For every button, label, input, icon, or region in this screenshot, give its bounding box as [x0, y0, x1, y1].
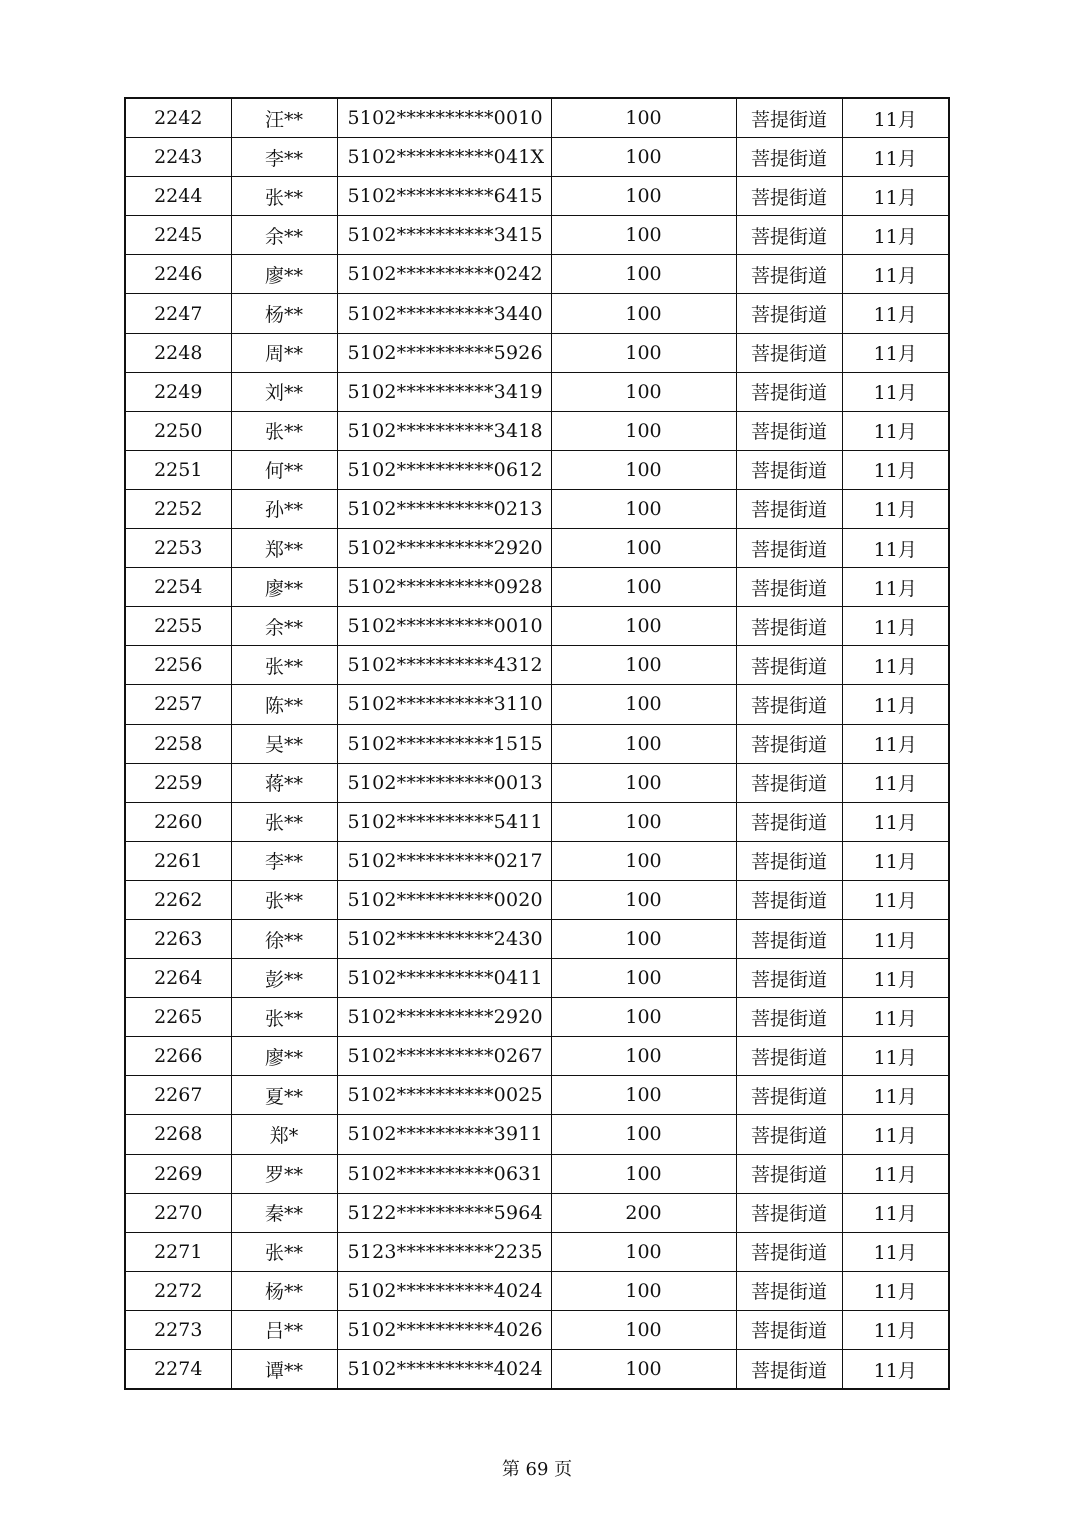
amount-cell: 100	[551, 529, 736, 568]
amount-cell: 100	[551, 607, 736, 646]
name-cell: 陈**	[231, 685, 337, 724]
id-number-cell: 5102**********0217	[337, 841, 551, 880]
id-number-cell: 5102**********3110	[337, 685, 551, 724]
street-cell: 菩提街道	[736, 919, 842, 958]
name-cell: 张**	[231, 880, 337, 919]
table-row	[125, 255, 949, 294]
street-cell: 菩提街道	[736, 177, 842, 216]
street-cell: 菩提街道	[736, 1037, 842, 1076]
month-cell: 11月	[842, 333, 949, 372]
table-row	[125, 685, 949, 724]
name-cell: 郑**	[231, 529, 337, 568]
month-cell: 11月	[842, 646, 949, 685]
street-cell: 菩提街道	[736, 1193, 842, 1232]
name-cell: 余**	[231, 607, 337, 646]
serial-number-cell: 2261	[125, 841, 231, 880]
id-number-cell: 5102**********2920	[337, 529, 551, 568]
amount-cell: 100	[551, 1115, 736, 1154]
street-cell: 菩提街道	[736, 450, 842, 489]
serial-number-cell: 2254	[125, 568, 231, 607]
name-cell: 汪**	[231, 98, 337, 138]
id-number-cell: 5102**********0025	[337, 1076, 551, 1115]
name-cell: 张**	[231, 802, 337, 841]
serial-number-cell: 2252	[125, 489, 231, 528]
amount-cell: 100	[551, 294, 736, 333]
month-cell: 11月	[842, 529, 949, 568]
month-cell: 11月	[842, 919, 949, 958]
name-cell: 吴**	[231, 724, 337, 763]
street-cell: 菩提街道	[736, 489, 842, 528]
table-row	[125, 763, 949, 802]
amount-cell: 100	[551, 802, 736, 841]
table-row	[125, 1076, 949, 1115]
amount-cell: 100	[551, 998, 736, 1037]
name-cell: 刘**	[231, 372, 337, 411]
street-cell: 菩提街道	[736, 255, 842, 294]
table-row	[125, 333, 949, 372]
month-cell: 11月	[842, 1193, 949, 1232]
table-row	[125, 529, 949, 568]
street-cell: 菩提街道	[736, 1115, 842, 1154]
table-row	[125, 802, 949, 841]
amount-cell: 100	[551, 685, 736, 724]
table-row	[125, 98, 949, 138]
record-table-body	[125, 98, 949, 1389]
serial-number-cell: 2251	[125, 450, 231, 489]
name-cell: 孙**	[231, 489, 337, 528]
month-cell: 11月	[842, 1310, 949, 1349]
id-number-cell: 5102**********3418	[337, 411, 551, 450]
id-number-cell: 5102**********4312	[337, 646, 551, 685]
street-cell: 菩提街道	[736, 1350, 842, 1390]
serial-number-cell: 2267	[125, 1076, 231, 1115]
table-row	[125, 1271, 949, 1310]
serial-number-cell: 2259	[125, 763, 231, 802]
amount-cell: 100	[551, 880, 736, 919]
street-cell: 菩提街道	[736, 998, 842, 1037]
name-cell: 蒋**	[231, 763, 337, 802]
name-cell: 李**	[231, 841, 337, 880]
serial-number-cell: 2242	[125, 98, 231, 138]
month-cell: 11月	[842, 880, 949, 919]
serial-number-cell: 2273	[125, 1310, 231, 1349]
street-cell: 菩提街道	[736, 333, 842, 372]
street-cell: 菩提街道	[736, 1232, 842, 1271]
name-cell: 张**	[231, 1232, 337, 1271]
amount-cell: 100	[551, 1154, 736, 1193]
month-cell: 11月	[842, 568, 949, 607]
month-cell: 11月	[842, 1076, 949, 1115]
street-cell: 菩提街道	[736, 1076, 842, 1115]
table-row	[125, 1232, 949, 1271]
id-number-cell: 5102**********041X	[337, 138, 551, 177]
street-cell: 菩提街道	[736, 802, 842, 841]
table-row	[125, 998, 949, 1037]
amount-cell: 100	[551, 646, 736, 685]
name-cell: 廖**	[231, 1037, 337, 1076]
street-cell: 菩提街道	[736, 216, 842, 255]
amount-cell: 100	[551, 1310, 736, 1349]
street-cell: 菩提街道	[736, 685, 842, 724]
amount-cell: 100	[551, 489, 736, 528]
name-cell: 张**	[231, 646, 337, 685]
name-cell: 徐**	[231, 919, 337, 958]
amount-cell: 100	[551, 959, 736, 998]
street-cell: 菩提街道	[736, 294, 842, 333]
month-cell: 11月	[842, 802, 949, 841]
amount-cell: 100	[551, 1076, 736, 1115]
table-row	[125, 1193, 949, 1232]
table-row	[125, 177, 949, 216]
amount-cell: 200	[551, 1193, 736, 1232]
serial-number-cell: 2268	[125, 1115, 231, 1154]
street-cell: 菩提街道	[736, 724, 842, 763]
table-row	[125, 372, 949, 411]
record-table	[124, 97, 950, 1390]
serial-number-cell: 2257	[125, 685, 231, 724]
id-number-cell: 5102**********0010	[337, 98, 551, 138]
month-cell: 11月	[842, 763, 949, 802]
table-row	[125, 1115, 949, 1154]
page-number: 第 69 页	[501, 1459, 573, 1480]
serial-number-cell: 2255	[125, 607, 231, 646]
amount-cell: 100	[551, 216, 736, 255]
serial-number-cell: 2246	[125, 255, 231, 294]
serial-number-cell: 2260	[125, 802, 231, 841]
month-cell: 11月	[842, 255, 949, 294]
table-row	[125, 1310, 949, 1349]
table-row	[125, 1037, 949, 1076]
id-number-cell: 5102**********2920	[337, 998, 551, 1037]
serial-number-cell: 2247	[125, 294, 231, 333]
name-cell: 罗**	[231, 1154, 337, 1193]
serial-number-cell: 2248	[125, 333, 231, 372]
amount-cell: 100	[551, 450, 736, 489]
amount-cell: 100	[551, 841, 736, 880]
name-cell: 杨**	[231, 1271, 337, 1310]
id-number-cell: 5102**********4026	[337, 1310, 551, 1349]
street-cell: 菩提街道	[736, 1271, 842, 1310]
month-cell: 11月	[842, 177, 949, 216]
street-cell: 菩提街道	[736, 646, 842, 685]
street-cell: 菩提街道	[736, 98, 842, 138]
table-row	[125, 880, 949, 919]
table-row	[125, 1154, 949, 1193]
amount-cell: 100	[551, 333, 736, 372]
id-number-cell: 5102**********0267	[337, 1037, 551, 1076]
serial-number-cell: 2250	[125, 411, 231, 450]
street-cell: 菩提街道	[736, 880, 842, 919]
amount-cell: 100	[551, 1350, 736, 1390]
serial-number-cell: 2274	[125, 1350, 231, 1390]
id-number-cell: 5102**********0010	[337, 607, 551, 646]
id-number-cell: 5102**********0213	[337, 489, 551, 528]
table-row	[125, 138, 949, 177]
table-row	[125, 216, 949, 255]
name-cell: 吕**	[231, 1310, 337, 1349]
serial-number-cell: 2266	[125, 1037, 231, 1076]
table-row	[125, 411, 949, 450]
month-cell: 11月	[842, 959, 949, 998]
name-cell: 张**	[231, 177, 337, 216]
month-cell: 11月	[842, 372, 949, 411]
month-cell: 11月	[842, 998, 949, 1037]
serial-number-cell: 2263	[125, 919, 231, 958]
amount-cell: 100	[551, 177, 736, 216]
serial-number-cell: 2271	[125, 1232, 231, 1271]
amount-cell: 100	[551, 568, 736, 607]
table-row	[125, 959, 949, 998]
month-cell: 11月	[842, 411, 949, 450]
amount-cell: 100	[551, 138, 736, 177]
month-cell: 11月	[842, 98, 949, 138]
street-cell: 菩提街道	[736, 138, 842, 177]
month-cell: 11月	[842, 607, 949, 646]
street-cell: 菩提街道	[736, 763, 842, 802]
amount-cell: 100	[551, 372, 736, 411]
month-cell: 11月	[842, 1350, 949, 1390]
serial-number-cell: 2258	[125, 724, 231, 763]
id-number-cell: 5102**********3440	[337, 294, 551, 333]
table-row	[125, 607, 949, 646]
name-cell: 廖**	[231, 568, 337, 607]
id-number-cell: 5102**********0631	[337, 1154, 551, 1193]
name-cell: 谭**	[231, 1350, 337, 1390]
month-cell: 11月	[842, 1232, 949, 1271]
amount-cell: 100	[551, 411, 736, 450]
name-cell: 秦**	[231, 1193, 337, 1232]
id-number-cell: 5102**********3415	[337, 216, 551, 255]
serial-number-cell: 2269	[125, 1154, 231, 1193]
amount-cell: 100	[551, 1232, 736, 1271]
serial-number-cell: 2256	[125, 646, 231, 685]
street-cell: 菩提街道	[736, 1310, 842, 1349]
table-row	[125, 724, 949, 763]
amount-cell: 100	[551, 1037, 736, 1076]
month-cell: 11月	[842, 294, 949, 333]
name-cell: 廖**	[231, 255, 337, 294]
id-number-cell: 5102**********4024	[337, 1350, 551, 1390]
table-row	[125, 841, 949, 880]
street-cell: 菩提街道	[736, 529, 842, 568]
id-number-cell: 5102**********4024	[337, 1271, 551, 1310]
table-row	[125, 294, 949, 333]
serial-number-cell: 2262	[125, 880, 231, 919]
table-row	[125, 489, 949, 528]
month-cell: 11月	[842, 450, 949, 489]
serial-number-cell: 2249	[125, 372, 231, 411]
name-cell: 周**	[231, 333, 337, 372]
id-number-cell: 5123**********2235	[337, 1232, 551, 1271]
month-cell: 11月	[842, 138, 949, 177]
table-row	[125, 646, 949, 685]
amount-cell: 100	[551, 255, 736, 294]
name-cell: 张**	[231, 411, 337, 450]
id-number-cell: 5102**********5411	[337, 802, 551, 841]
table-row	[125, 450, 949, 489]
id-number-cell: 5102**********0013	[337, 763, 551, 802]
amount-cell: 100	[551, 98, 736, 138]
street-cell: 菩提街道	[736, 411, 842, 450]
table-row	[125, 568, 949, 607]
street-cell: 菩提街道	[736, 372, 842, 411]
id-number-cell: 5102**********3911	[337, 1115, 551, 1154]
name-cell: 张**	[231, 998, 337, 1037]
month-cell: 11月	[842, 489, 949, 528]
id-number-cell: 5102**********0411	[337, 959, 551, 998]
month-cell: 11月	[842, 216, 949, 255]
id-number-cell: 5102**********0612	[337, 450, 551, 489]
month-cell: 11月	[842, 685, 949, 724]
serial-number-cell: 2270	[125, 1193, 231, 1232]
id-number-cell: 5102**********2430	[337, 919, 551, 958]
id-number-cell: 5102**********0928	[337, 568, 551, 607]
amount-cell: 100	[551, 724, 736, 763]
name-cell: 彭**	[231, 959, 337, 998]
amount-cell: 100	[551, 763, 736, 802]
serial-number-cell: 2244	[125, 177, 231, 216]
serial-number-cell: 2245	[125, 216, 231, 255]
street-cell: 菩提街道	[736, 607, 842, 646]
table-row	[125, 919, 949, 958]
name-cell: 郑*	[231, 1115, 337, 1154]
month-cell: 11月	[842, 1271, 949, 1310]
serial-number-cell: 2253	[125, 529, 231, 568]
id-number-cell: 5102**********0242	[337, 255, 551, 294]
serial-number-cell: 2264	[125, 959, 231, 998]
month-cell: 11月	[842, 1154, 949, 1193]
serial-number-cell: 2272	[125, 1271, 231, 1310]
month-cell: 11月	[842, 841, 949, 880]
serial-number-cell: 2243	[125, 138, 231, 177]
street-cell: 菩提街道	[736, 568, 842, 607]
name-cell: 夏**	[231, 1076, 337, 1115]
id-number-cell: 5122**********5964	[337, 1193, 551, 1232]
name-cell: 余**	[231, 216, 337, 255]
street-cell: 菩提街道	[736, 841, 842, 880]
id-number-cell: 5102**********6415	[337, 177, 551, 216]
name-cell: 李**	[231, 138, 337, 177]
street-cell: 菩提街道	[736, 1154, 842, 1193]
month-cell: 11月	[842, 724, 949, 763]
id-number-cell: 5102**********3419	[337, 372, 551, 411]
month-cell: 11月	[842, 1037, 949, 1076]
id-number-cell: 5102**********5926	[337, 333, 551, 372]
name-cell: 杨**	[231, 294, 337, 333]
serial-number-cell: 2265	[125, 998, 231, 1037]
amount-cell: 100	[551, 919, 736, 958]
month-cell: 11月	[842, 1115, 949, 1154]
name-cell: 何**	[231, 450, 337, 489]
amount-cell: 100	[551, 1271, 736, 1310]
table-row	[125, 1350, 949, 1390]
id-number-cell: 5102**********0020	[337, 880, 551, 919]
street-cell: 菩提街道	[736, 959, 842, 998]
id-number-cell: 5102**********1515	[337, 724, 551, 763]
